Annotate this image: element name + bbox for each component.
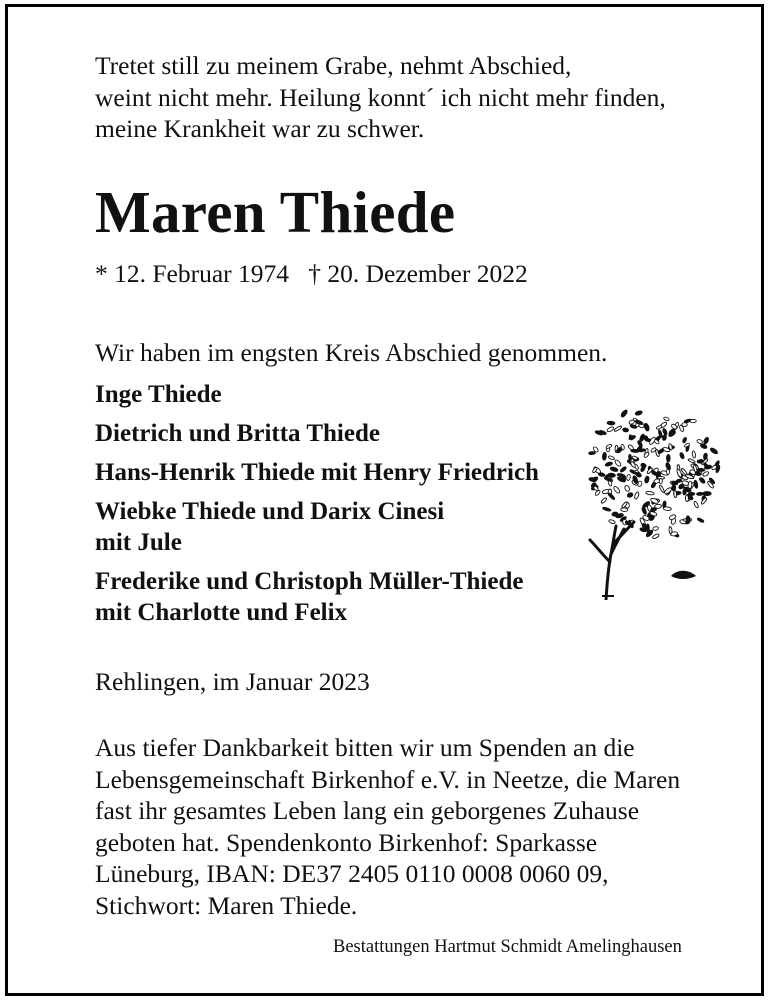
death-date: † 20. Dezember 2022 <box>308 259 528 288</box>
family-line: Frederike und Christoph Müller-Thiede <box>95 568 524 595</box>
family-member <box>95 457 539 488</box>
family-line: Dietrich und Britta Thiede <box>95 420 380 447</box>
verse <box>95 50 666 145</box>
family-line: Hans-Henrik Thiede mit Henry Friedrich <box>95 459 539 486</box>
birth-date: * 12. Februar 1974 <box>95 259 290 288</box>
verse-line: meine Krankheit war zu schwer. <box>95 114 425 143</box>
verse-line: weint nicht mehr. Heilung konnt´ ich nicht mehr finden, <box>95 82 666 112</box>
place-date: Rehlingen, im Januar 2023 <box>95 667 370 696</box>
family-line: mit Charlotte und Felix <box>95 599 348 626</box>
family-member <box>95 418 380 449</box>
tree-illustration-icon <box>566 404 726 600</box>
family-member <box>95 566 523 628</box>
donation-line: Lebensgemeinschaft Birkenhof e.V. in Neetze, die Maren <box>95 764 681 794</box>
donation-line: fast ihr gesamtes Leben lang ein geborgenes Zuhause <box>95 796 640 825</box>
donation-request <box>95 732 680 921</box>
donation-line: geboten hat. Spendenkonto Birkenhof: Sparkasse <box>95 827 598 857</box>
life-dates <box>95 258 528 290</box>
family-line: mit Jule <box>95 529 182 556</box>
family-member <box>95 379 222 410</box>
donation-line: Lüneburg, IBAN: DE37 2405 0110 0008 0060 09, <box>95 859 609 888</box>
family-member <box>95 496 444 558</box>
deceased-name: Maren Thiede <box>95 179 456 245</box>
verse-line: Tretet still zu meinem Grabe, nehmt Abschied, <box>95 51 572 80</box>
family-line: Inge Thiede <box>95 381 222 408</box>
undertaker-credit: Bestattungen Hartmut Schmidt Amelinghausen <box>333 937 682 957</box>
donation-line: Stichwort: Maren Thiede. <box>95 890 358 920</box>
donation-line: Aus tiefer Dankbarkeit bitten wir um Spenden an die <box>95 733 635 762</box>
farewell-intro: Wir haben im engsten Kreis Abschied genommen. <box>95 338 608 367</box>
family-line: Wiebke Thiede und Darix Cinesi <box>95 498 445 525</box>
